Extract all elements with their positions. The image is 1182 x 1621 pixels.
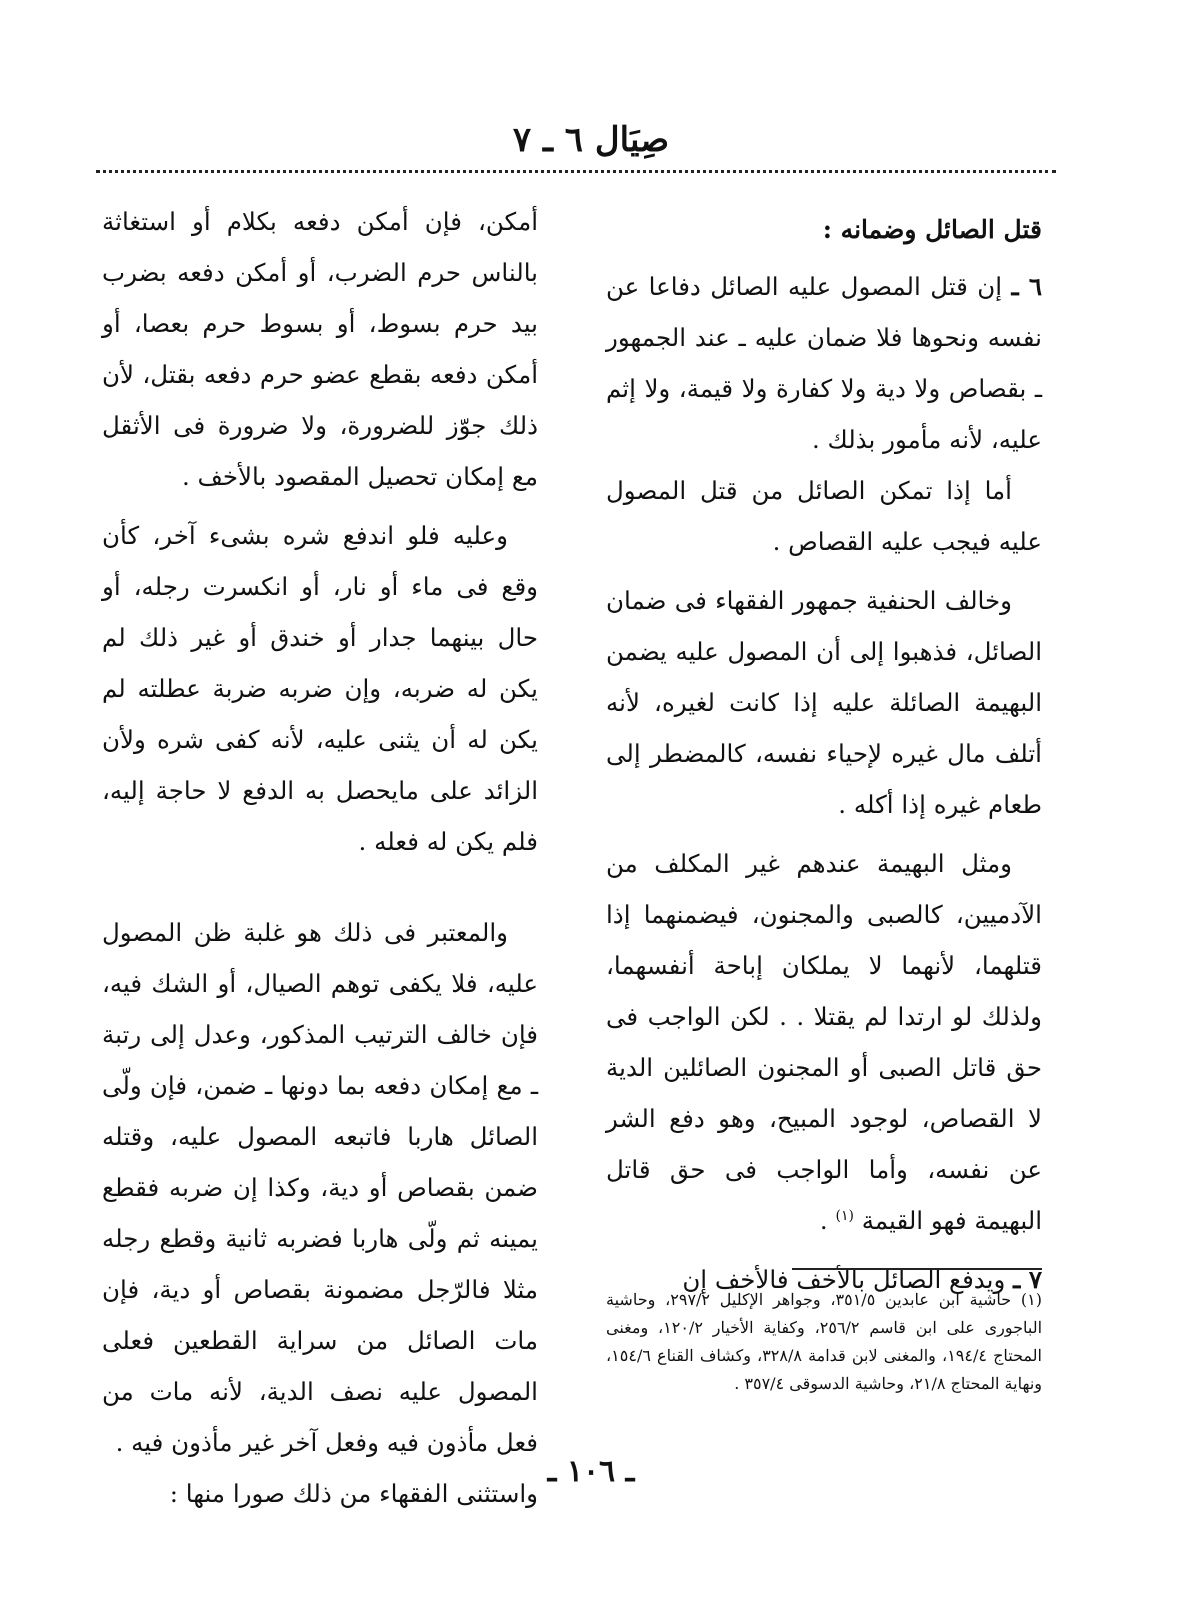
left-column <box>102 196 538 1519</box>
right-column <box>606 196 1042 1305</box>
right-paragraph-3: وخالف الحنفية جمهور الفقهاء فى ضمان الصائل، فذهبوا إلى أن المصول عليه يضمن البهيمة الصائلة عليه إذا كانت لغيره، لأنه أتلف مال غيره لإحياء نفسه، كالمضطر إلى طعام غيره إذا أكله . <box>606 586 1042 819</box>
paragraph-number-6: ٦ ـ <box>1011 272 1042 301</box>
paragraph-7-text: ويدفع الصائل بالأخف فالأخف إن <box>682 1265 1006 1294</box>
footnotes <box>606 1286 1042 1398</box>
footnote-rule <box>792 1268 1042 1270</box>
left-paragraph-1: أمكن، فإن أمكن دفعه بكلام أو استغاثة بالناس حرم الضرب، أو أمكن دفعه بضرب بيد حرم بسوط، أو بسوط حرم بعصا، أو أمكن دفعه بقطع عضو حرم دفعه بقتل، لأن ذلك جوّز للضرورة، ولا ضرورة فى الأثقل مع إمكان تحصيل المقصود بالأخف . <box>102 207 538 491</box>
right-paragraph-4 <box>606 838 1042 1246</box>
right-paragraph-4-end: . <box>819 1206 836 1235</box>
footnote-1: (١) حاشية ابن عابدين ٣٥١/٥، وجواهر الإكليل ٢٩٧/٢، وحاشية الباجورى على ابن قاسم ٢٥٦/٢، وكفاية الأخيار ١٢٠/٢، ومغنى المحتاج ١٩٤/٤، والمغنى لابن قدامة ٣٢٨/٨، وكشاف القناع ١٥٤/٦، ونهاية المحتاج ٢١/٨، وحاشية الدسوقى ٣٥٧/٤ . <box>606 1290 1043 1393</box>
running-header: صِيَال ٦ ـ ٧ <box>512 120 670 160</box>
left-paragraph-4: واستثنى الفقهاء من ذلك صورا منها : <box>169 1479 538 1508</box>
left-paragraph-2: وعليه فلو اندفع شره بشىء آخر، كأن وقع فى ماء أو نار، أو انكسرت رجله، أو حال بينهما جدار أو خندق أو غير ذلك لم يكن له ضربه، وإن ضربه ضربة عطلته لم يكن له أن يثنى عليه، لأنه كفى شره ولأن الزائد على مايحصل به الدفع لا حاجة إليه، فلم يكن له فعله . <box>102 521 538 856</box>
page-number: ـ ١٠٦ ـ <box>547 1454 635 1489</box>
paragraph-number-7: ٧ ـ <box>1013 1265 1042 1294</box>
paragraph-6-text: إن قتل المصول عليه الصائل دفاعا عن نفسه ونحوها فلا ضمان عليه ـ عند الجمهور ـ بقصاص ولا دية ولا كفارة ولا قيمة، ولا إثم عليه، لأنه مأمور بذلك . <box>606 272 1042 454</box>
footnote-marker: (١) <box>835 1207 854 1224</box>
right-paragraph-4-text: ومثل البهيمة عندهم غير المكلف من الآدميين، كالصبى والمجنون، فيضمنهما إذا قتلهما، لأنهما لا يملكان إباحة أنفسهما، ولذلك لو ارتدا لم يقتلا . . لكن الواجب فى حق قاتل الصبى أو المجنون الصائلين الدية لا القصاص، لوجود المبيح، وهو دفع الشر عن نفسه، وأما الواجب فى حق قاتل البهيمة فهو القيمة <box>606 849 1042 1235</box>
section-heading: قتل الصائل وضمانه : <box>822 215 1042 244</box>
left-paragraph-3: والمعتبر فى ذلك هو غلبة ظن المصول عليه، فلا يكفى توهم الصيال، أو الشك فيه، فإن خالف الترتيب المذكور، وعدل إلى رتبة ـ مع إمكان دفعه بما دونها ـ ضمن، فإن ولّى الصائل هاربا فاتبعه المصول عليه، وقتله ضمن بقصاص أو دية، وكذا إن ضربه فقطع يمينه ثم ولّى هاربا فضربه ثانية وقطع رجله مثلا فالرّجل مضمونة بقصاص أو دية، فإن مات الصائل من سراية القطعين فعلى المصول عليه نصف الدية، لأنه مات من فعل مأذون فيه وفعل آخر غير مأذون فيه . <box>102 918 538 1457</box>
paragraph-6 <box>606 261 1042 465</box>
right-paragraph-2: أما إذا تمكن الصائل من قتل المصول عليه فيجب عليه القصاص . <box>606 476 1042 556</box>
header-dotted-rule <box>96 170 1056 173</box>
